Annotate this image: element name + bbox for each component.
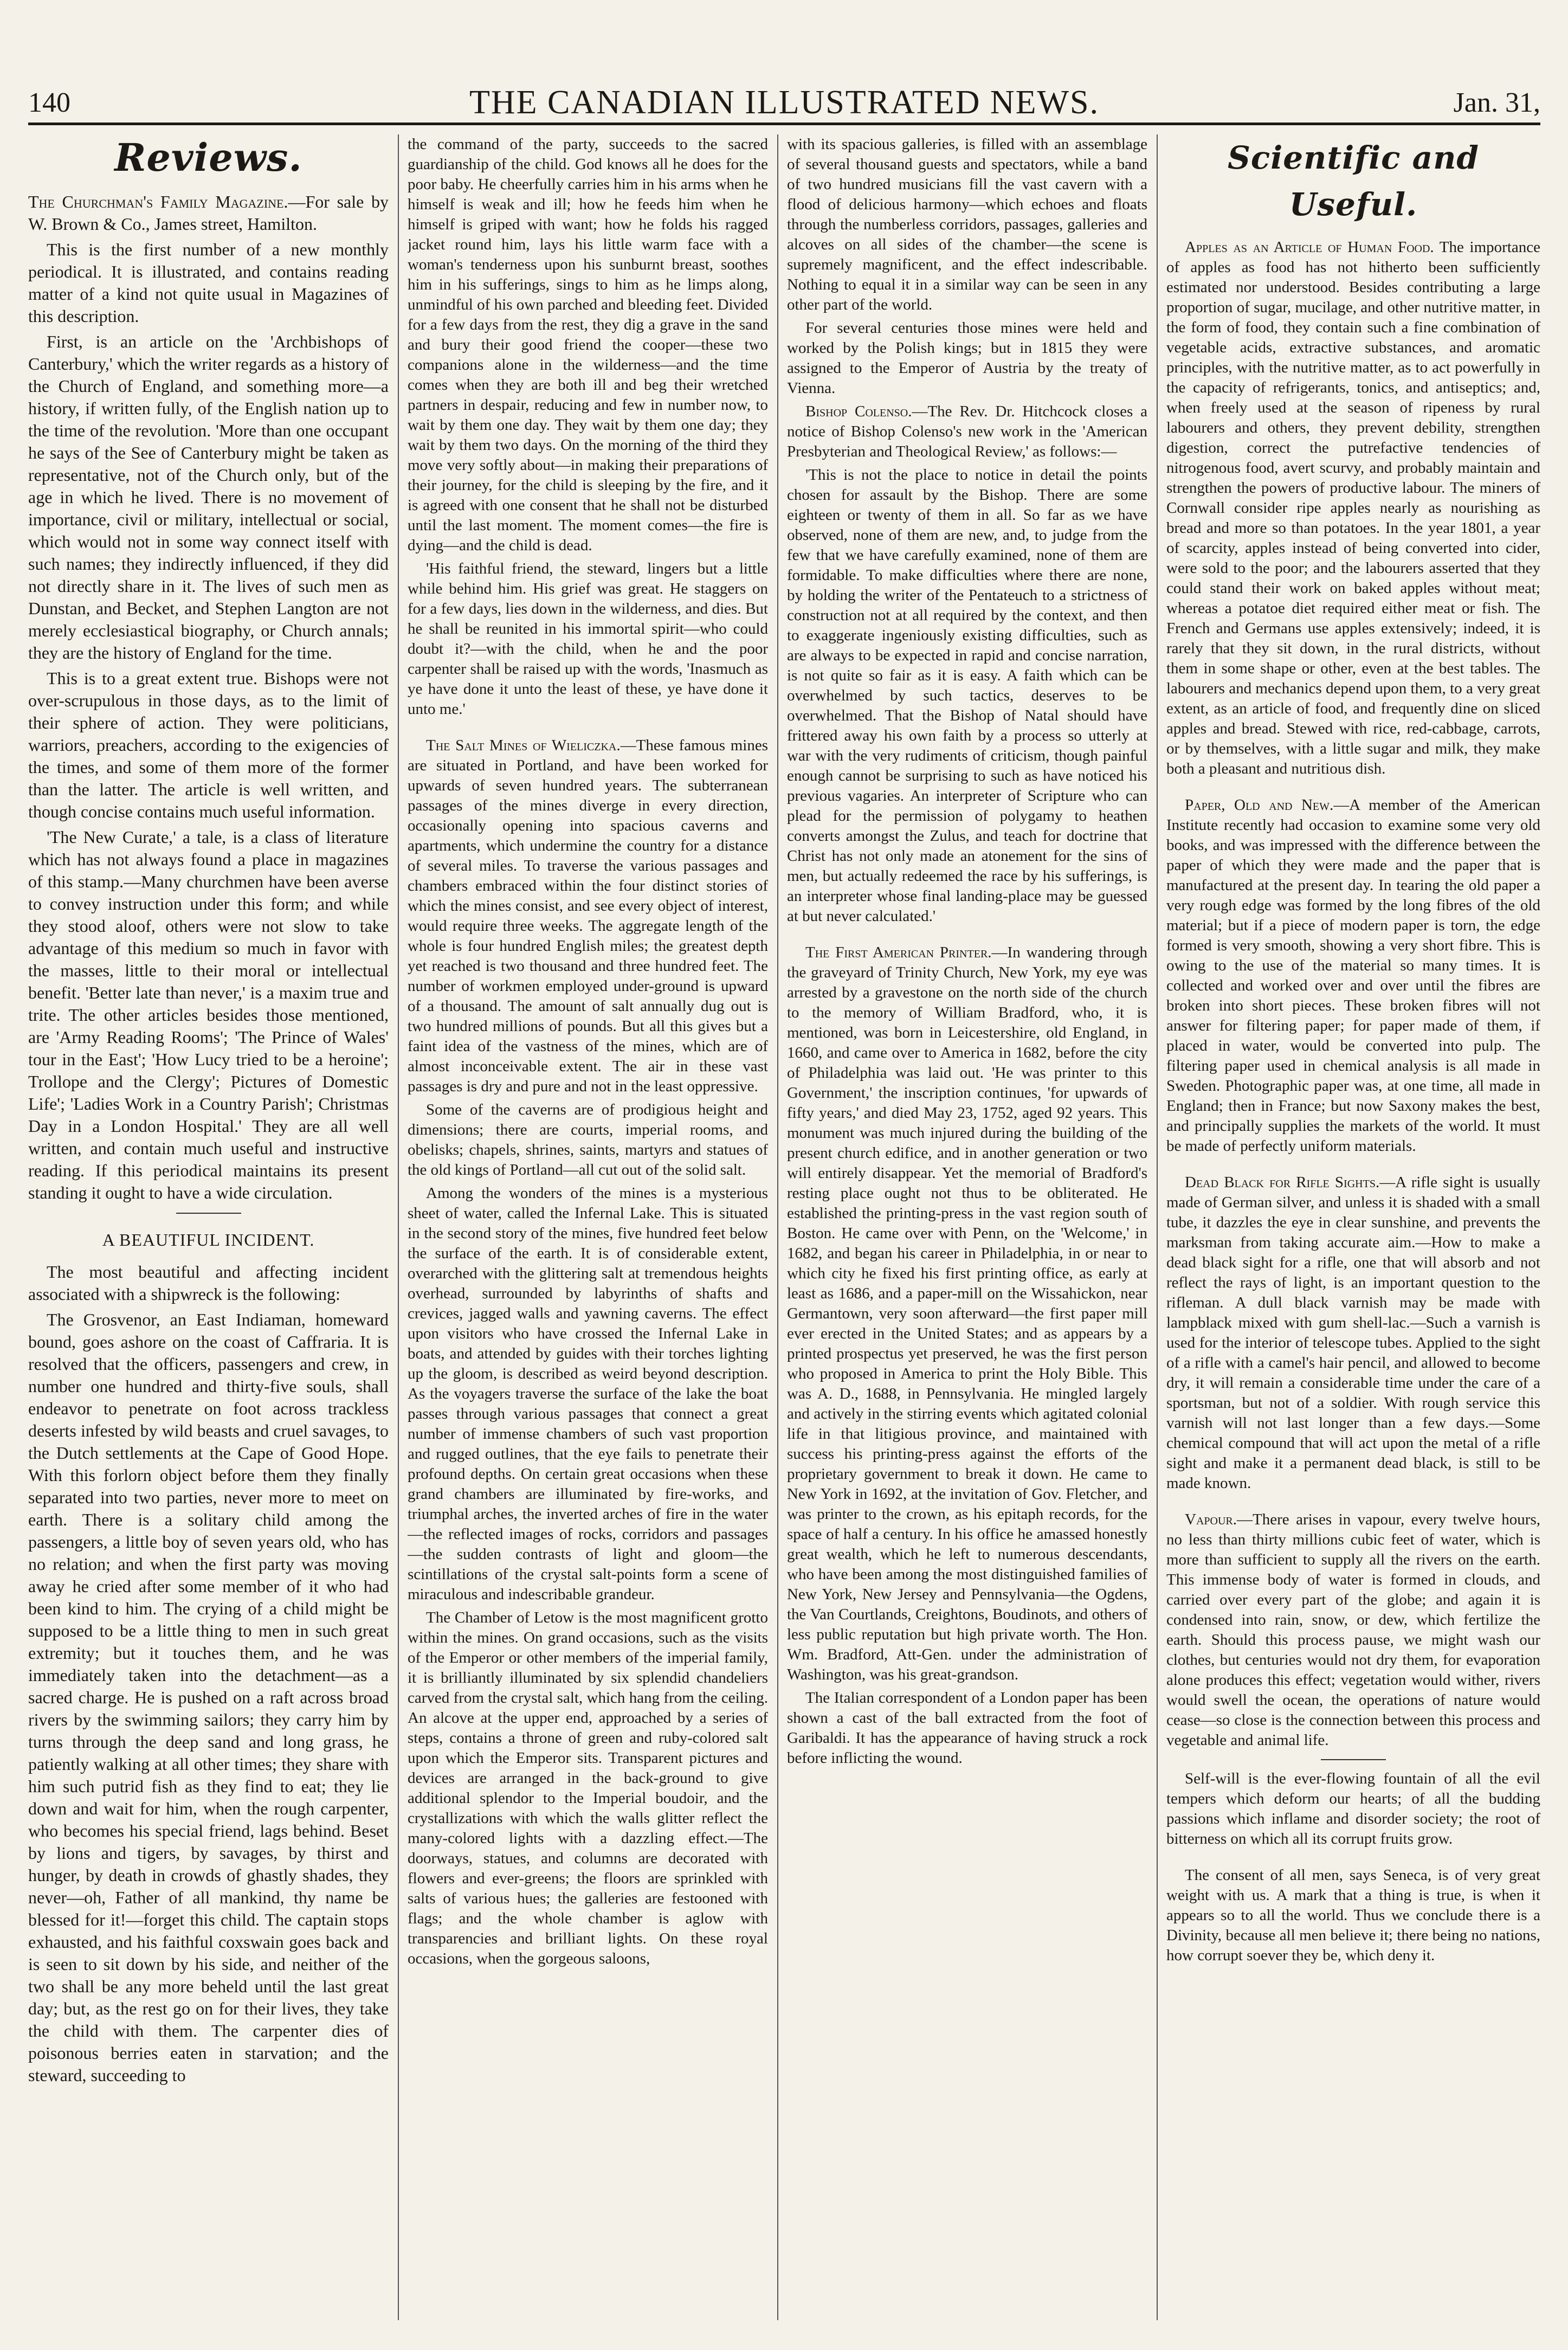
salt-mines-entry [408,736,768,1097]
colenso-intro: —The Rev. Dr. Hitchcock closes a notice of Bishop Colenso's new work in the 'American Presbyterian and Theological Review,' as follows:— [787,403,1147,460]
magazine-entry [28,191,389,235]
garibaldi-paragraph: The Italian correspondent of a London paper has been shown a cast of the ball extracted from the foot of Garibaldi. It has the appearance of having struck a rock before inflicting the wound. [787,1689,1147,1767]
magazine-dealer: —For sale by W. Brown & Co., James street, Hamilton. [28,192,389,234]
salt-mines-paragraph: The Chamber of Letow is the most magnificent grotto within the mines. On grand occasions, such as the visits of the Emperor or other members of the imperial family, it is brilliantly illuminated by six splendid chandeliers carved from the crystal salt, which hang from the ceiling. An alcove at the upper end, approached by a series of steps, contains a throne of green and ruby-colored salt upon which the Emperor sits. Transparent pictures and devices are arranged in the back-ground to give additional splendor to the Imperial boudoir, and the crystallizations with which the walls glitter reflect the many-colored lights with a dazzling effect.—The doorways, statues, and columns are decorated with flowers and ever-greens; the floors are sprinkled with salts of various hues; the galleries are festooned with flags; and the whole chamber is aglow with transparencies and brilliant lights. On these royal occasions, when the gorgeous saloons, [408,1609,768,1967]
salt-mines-intro: —These famous mines are situated in Portland, and have been worked for upwards of seven hundred years. The subterranean passages of the mines diverge in every direction, occasionally opening into spacious caverns and apartments, which undermine the country for a distance of several miles. To traverse the various passages and chambers embraced within the four distinct stories of which the mines consist, and see every object of interest, would require three weeks. The aggregate length of the whole is four hundred English miles; the greatest depth yet reached is two thousand and three hundred feet. The number of workmen employed under-ground is upward of a thousand. The amount of salt annually dug out is two hundred millions of pounds. But all this gives but a faint idea of the vastness of the mines, which are of almost inconceivable extent. The air in these vast passages is dry and pure and not in the least oppressive. [408,737,768,1095]
column-1 [28,134,389,2320]
column-3 [787,134,1147,2320]
salt-mines-paragraph: For several centuries those mines were held and worked by the Polish kings; but in 1815 they were assigned to the Emperor of Austria by the treaty of Vienna. [787,319,1147,397]
review-paragraph: This is to a great extent true. Bishops were not over-scrupulous in those days, as to the limit of their sphere of action. They were politicians, warriors, preachers, according to the exigencies of the times, and some of them more of the former than the latter. The article is well written, and though concise contains much useful information. [28,668,389,821]
column-4 [1166,134,1540,2320]
reviews-heading: Reviews. [114,135,302,180]
incident-paragraph: 'His faithful friend, the steward, lingers but a little while behind him. His grief was great. He staggers on for a few days, lies down in the wilderness, and dies. But he shall be reunited in his immortal spirit—who could doubt it?—with the child, when he and the poor carpenter shall be raised up with the words, 'Inasmuch as ye have done it unto the least of these, ye have done it unto me.' [408,560,768,718]
issue-date: Jan. 31, [1453,87,1540,118]
salt-mines-paragraph: Among the wonders of the mines is a mysterious sheet of water, called the Infernal Lake. This is situated in the second story of the mines, five hundred feet below the surface of the earth. It is of considerable extent, overarched with the glittering salt at tremendous heights overhead, surrounded by labyrinths of shafts and crevices, jagged walls and yawning caverns. The effect upon visitors who have crossed the Infernal Lake in boats, and attended by guides with their torches lighting up the gloom, is described as weird beyond description. As the voyagers traverse the surface of the lake the boat passes through various passages that connect a great number of immense chambers of such vast proportion and rugged outlines, that the eye fails to penetrate their profound depths. On certain great occasions when these grand chambers are illuminated by fire-works, and triumphal arches, the inverted arches of fire in the water—the reflected images of rocks, corridors and passages—the sudden contrasts of light and gloom—the scintillations of the crystal salt-points form a scene of miraculous and indescribable grandeur. [408,1184,768,1603]
salt-mines-heading: The Salt Mines of Wieliczka. [426,737,621,754]
salt-mines-paragraph: with its spacious galleries, is filled with an assemblage of several thousand guests and spectators, while a band of two hundred musicians fill the vast cavern with a flood of delicious harmony—which echoes and floats through the numberless corridors, passages, galleries and alcoves on all sides of the chamber—the scene is supremely magnificent, and the effect indescribable. Nothing to equal it in a similar way can be seen in any other part of the world. [787,136,1147,313]
newspaper-page [28,70,1540,2320]
apples-heading: Apples as an Article of Human Food. [1185,239,1434,256]
article-columns [28,134,1540,2320]
printer-entry [787,943,1147,1685]
rifle-entry [1166,1173,1540,1493]
vapour-text: —There arises in vapour, every twelve hours, no less than thirty millions cubic feet of water, which is more than sufficient to supply all the rivers on the earth. This immense body of water is formed in clouds, and carried over every part of the globe; and again it is condensed into rain, snow, or dew, which fertilize the earth. Should this process pause, we might wash our clothes, but centuries would not dry them, for evaporation alone produces this effect; vegetation would wither, rivers would swell the ocean, the operations of nature would cease—so close is the connection between this process and vegetable and animal life. [1166,1511,1540,1749]
incident-paragraph: the command of the party, succeeds to the sacred guardianship of the child. God knows all he does for the poor baby. He cheerfully carries him in his arms when he himself is weak and ill; how he feeds him when he himself is griped with want; how he folds his ragged jacket round him, lays his little warm face with a woman's tenderness upon his sunburnt breast, soothes him in his sufferings, sings to him as he limps along, unmindful of his own parched and bleeding feet. Divided for a few days from the rest, they dig a grave in the sand and bury their good friend the cooper—these two companions alone in the wilderness—and the time comes when they are both ill and beg their wretched partners in despair, reducing and few in number now, to wait by them one day. They wait by them one day; they wait by them two days. On the morning of the third they move very softly about—in making their preparations of their journey, for the child is sleeping by the fire, and it is agreed with one consent that he shall not be disturbed until the last moment. The moment comes—the fire is dying—and the child is dead. [408,136,768,554]
review-paragraph: First, is an article on the 'Archbishops of Canterbury,' which the writer regards as a history of the Church of England, and something more—a history, if written fully, of the English nation up to the time of the revolution. 'More than one occupant he says of the See of Canterbury might be taken as representative, not of the Church only, but of the age in which he lived. There is no movement of importance, civil or military, intellectual or social, which would not in some way connect itself with such names; they indirectly influenced, if they did not directly share in it. The lives of such men as Dunstan, and Becket, and Stephen Langton are not merely ecclesiastical biography, or Church annals; they are the history of England for the time. [28,332,389,662]
colenso-paragraph: 'This is not the place to notice in detail the points chosen for assault by the Bishop. There are some eighteen or twenty of them in all. So far as we have observed, none of them are new, and, to judge from the few that we have carefully examined, none of them are formidable. To make difficulties where there are none, by holding the writer of the Pentateuch to a strictness of construction not at all required by the context, and then to exaggerate ingeniously existing difficulties, such as are always to be expected in rapid and concise narration, is not quite so fair as it is easy. A faith which can be overwhelmed by such tactics, deserves to be overwhelmed. That the Bishop of Natal should have frittered away his own faith by a process so utterly at war with the very rudiments of criticism, though painful enough cannot be surprising to such as have noticed his previous vagaries. An interpreter of Scripture who can plead for the permission of polygamy to heathen converts amongst the Zulus, and teach for doctrine that Christ has not only made an atonement for the sins of men, but actually redeemed the race by his sufferings, is an interpreter whose final landing-place may be guessed at but never calculated.' [787,466,1147,925]
scientific-heading: Scientific and Useful. [1228,139,1479,223]
colenso-heading: Bishop Colenso. [805,403,912,420]
paper-heading: Paper, Old and New. [1185,796,1334,814]
vapour-heading: Vapour. [1185,1511,1237,1528]
colenso-entry [787,402,1147,462]
column-2 [408,134,768,2320]
vapour-entry [1166,1510,1540,1750]
incident-paragraph: The Grosvenor, an East Indiaman, homeward bound, goes ashore on the coast of Caffraria. It is resolved that the officers, passengers and crew, in number one hundred and thirty-five souls, shall endeavor to penetrate on foot across trackless deserts infested by wild beasts and cruel savages, to the Dutch settlements at the Cape of Good Hope. With this forlorn object before them they finally separated into two parties, never more to meet on earth. There is a solitary child among the passengers, a little boy of seven years old, who has no relation; and when the first party was moving away he cried after some member of it who had been kind to him. The crying of a child might be supposed to be a little thing to men in such great extremity; but it touches them, and he was immediately taken into the detachment—as a sacred charge. He is pushed on a raft across broad rivers by the swimming sailors; they carry him by turns through the deep sand and long grass, he patiently walking at all other times; they share with him such putrid fish as they find to eat; they lie down and wait for him, when the rough carpenter, who becomes his special friend, lags behind. Beset by lions and tigers, by savages, by thirst and hunger, by death in crowds of ghastly shades, they never—oh, Father of all mankind, thy name be blessed for it!—forget this child. The captain stops exhausted, and his faithful coxswain goes back and is seen to sit down by his side, and neither of the two shall be any more beheld until the last great day; but, as the rest go on for their lives, they take the child with them. The carpenter dies of poisonous berries eaten in starvation; and the steward, succeeding to [28,1310,389,2085]
incident-heading: A BEAUTIFUL INCIDENT. [102,1230,315,1250]
newspaper-title: THE CANADIAN ILLUSTRATED NEWS. [469,84,1100,121]
column-divider [777,134,778,2320]
rifle-text: —A rifle sight is usually made of German silver, and unless it is shaded with a small tube, it dazzles the eye in clear sunshine, and prevents the marksman from taking accurate aim.—How to make a dead black sight for a rifle, one that will absorb and not reflect the rays of light, is an important question to the rifleman. A dull black varnish may be made with lampblack mixed with gum shell-lac.—Such a varnish is used for the interior of telescope tubes. Applied to the sight of a rifle with a camel's hair pencil, and allowed to become dry, it will remain a considerable time under the care of a sportsman, but not of a soldier. With rough service this varnish will not last longer than a few days.—Some chemical compound that will act upon the metal of a rifle sight and make it a permanent dead black, is still to be made known. [1166,1174,1540,1492]
review-paragraph: 'The New Curate,' a tale, is a class of literature which has not always found a place in magazines of this stamp.—Many churchmen have been averse to convey instruction under this form; and while they stood aloof, others were not slow to take advantage of this medium so much in favor with the masses, little to their moral or intellectual benefit. 'Better late than never,' is a maxim true and trite. The other articles besides those mentioned, are 'Army Reading Rooms'; 'The Prince of Wales' tour in the East'; 'How Lucy tried to be a heroine'; Trollope and the Clergy'; Pictures of Domestic Life'; 'Ladies Work in a Country Parish'; Christmas Day in a London Hospital.' They are all well written, and contain much useful and instructive reading. If this periodical maintains its present standing it ought to have a wide circulation. [28,827,389,1202]
masthead [28,70,1540,125]
page-number: 140 [28,87,70,118]
column-divider [1157,134,1158,2320]
selfwill-paragraph: Self-will is the ever-flowing fountain of all the evil tempers which deform our hearts; of all the budding passions which inflame and disorder society; the root of bitterness on which all its corrupt fruits grow. [1166,1770,1540,1847]
section-divider [1321,1759,1386,1760]
apples-entry [1166,237,1540,779]
salt-mines-paragraph: Some of the caverns are of prodigious height and dimensions; there are courts, imperial rooms, and obelisks; chapels, shrines, saints, martyrs and statues of the old kings of Portland—all cut out of the solid salt. [408,1101,768,1179]
incident-paragraph: The most beautiful and affecting incident associated with a shipwreck is the following: [28,1262,389,1304]
review-paragraph: This is the first number of a new monthly periodical. It is illustrated, and contains reading matter of a kind not quite usual in Magazines of this description. [28,240,389,326]
paper-entry [1166,795,1540,1156]
rifle-heading: Dead Black for Rifle Sights. [1185,1174,1380,1191]
printer-text: —In wandering through the graveyard of Trinity Church, New York, my eye was arrested by a gravestone on the north side of the church to the memory of William Bradford, who, it is mentioned, was born in Leicestershire, old England, in 1660, and came over to America in 1682, before the city of Philadelphia was laid out. 'He was printer to this Government,' the inscription continues, 'for upwards of fifty years,' and died May 23, 1752, aged 92 years. This monument was much injured during the building of the present church edifice, and in another generation or two will entirely disappear. Yet the memorial of Bradford's resting place ought not thus to be obliterated. He established the printing-press in the vast region south of Boston. He came over with Penn, on the 'Welcome,' in 1682, and began his career in Philadelphia, in or near to which city he fixed his first printing office, as early at least as 1686, and a paper-mill on the Wissahickon, near Germantown, very soon afterward—the first paper mill ever erected in the United States; and as appears by a printed prospectus yet preserved, he was the first person who proposed in America to print the Holy Bible. This was A. D., 1688, in Pennsylvania. He mingled largely and actively in the stirring events which agitated colonial life in that litigious province, and maintained with success his printing-press against the efforts of the proprietary government to break it down. He came to New York in 1692, at the invitation of Gov. Fletcher, and was printer to the crown, as his epitaph records, for the space of half a century. In his office he amassed honestly great wealth, which he left to numerous descendants, who have been among the most distinguished families of New York, New Jersey and Pennsylvania—the Ogdens, the Van Courtlands, Creightons, Boudinots, and others of less public reputation but high private worth. The Hon. Wm. Bradford, Att-Gen. under the administration of Washington, was his great-grandson. [787,944,1147,1683]
paper-text: —A member of the American Institute recently had occasion to examine some very old books, and was impressed with the difference between the paper of which they were made and the paper that is manufactured at the present day. In tearing the old paper a very rough edge was formed by the long fibres of the old material; but if a piece of modern paper is torn, the edge formed is very smooth, showing a very short fibre. This is owing to the use of the material so many times. It is collected and worked over and over until the fibres are broken into short pieces. These broken fibres will not answer for filtering paper; for paper made of them, if placed in water, would be converted into pulp. The filtering paper used in chemical analysis is all made in Sweden. Photographic paper was, at one time, all made in England; then in France; but now Saxony makes the best, and principally supplies the markets of the world. It must be made of perfectly uniform materials. [1166,796,1540,1155]
printer-heading: The First American Printer. [805,944,992,961]
magazine-title: The Churchman's Family Magazine. [28,192,288,211]
seneca-paragraph: The consent of all men, says Seneca, is of very great weight with us. A mark that a thing is true, is when it appears so to all the world. Thus we conclude there is a Divinity, because all men believe it; there being no nations, how corrupt soever they be, which deny it. [1166,1866,1540,1964]
apples-text: The importance of apples as food has not hitherto been sufficiently estimated nor understood. Besides contributing a large proportion of sugar, mucilage, and other nutritive matter, in the form of food, they contain such a fine combination of vegetable acids, extractive substances, and aromatic principles, with the nutritive matter, as to act powerfully in the capacity of refrigerants, tonics, and antiseptics; and, when freely used at the season of ripeness by rural labourers and others, they prevent debility, strengthen digestion, correct the putrefactive tendencies of nitrogenous food, avert scurvy, and probably maintain and strengthen the powers of productive labour. The miners of Cornwall consider ripe apples nearly as nourishing as bread and more so than potatoes. In the year 1801, a year of scarcity, apples instead of being converted into cider, were sold to the poor; and the labourers asserted that they could stand their work on baked apples without meat; whereas a potatoe diet required either meat or fish. The French and Germans use apples extensively; indeed, it is rarely that they sit down, in the rural districts, without them in some shape or other, even at the best tables. The labourers and mechanics depend upon them, to a very great extent, as an article of food, and frequently dine on sliced apples and bread. Stewed with rice, red-cabbage, carrots, or by themselves, with a little sugar and milk, they make both a pleasant and nutritious dish. [1166,239,1540,777]
section-divider [176,1213,241,1214]
column-divider [398,134,399,2320]
